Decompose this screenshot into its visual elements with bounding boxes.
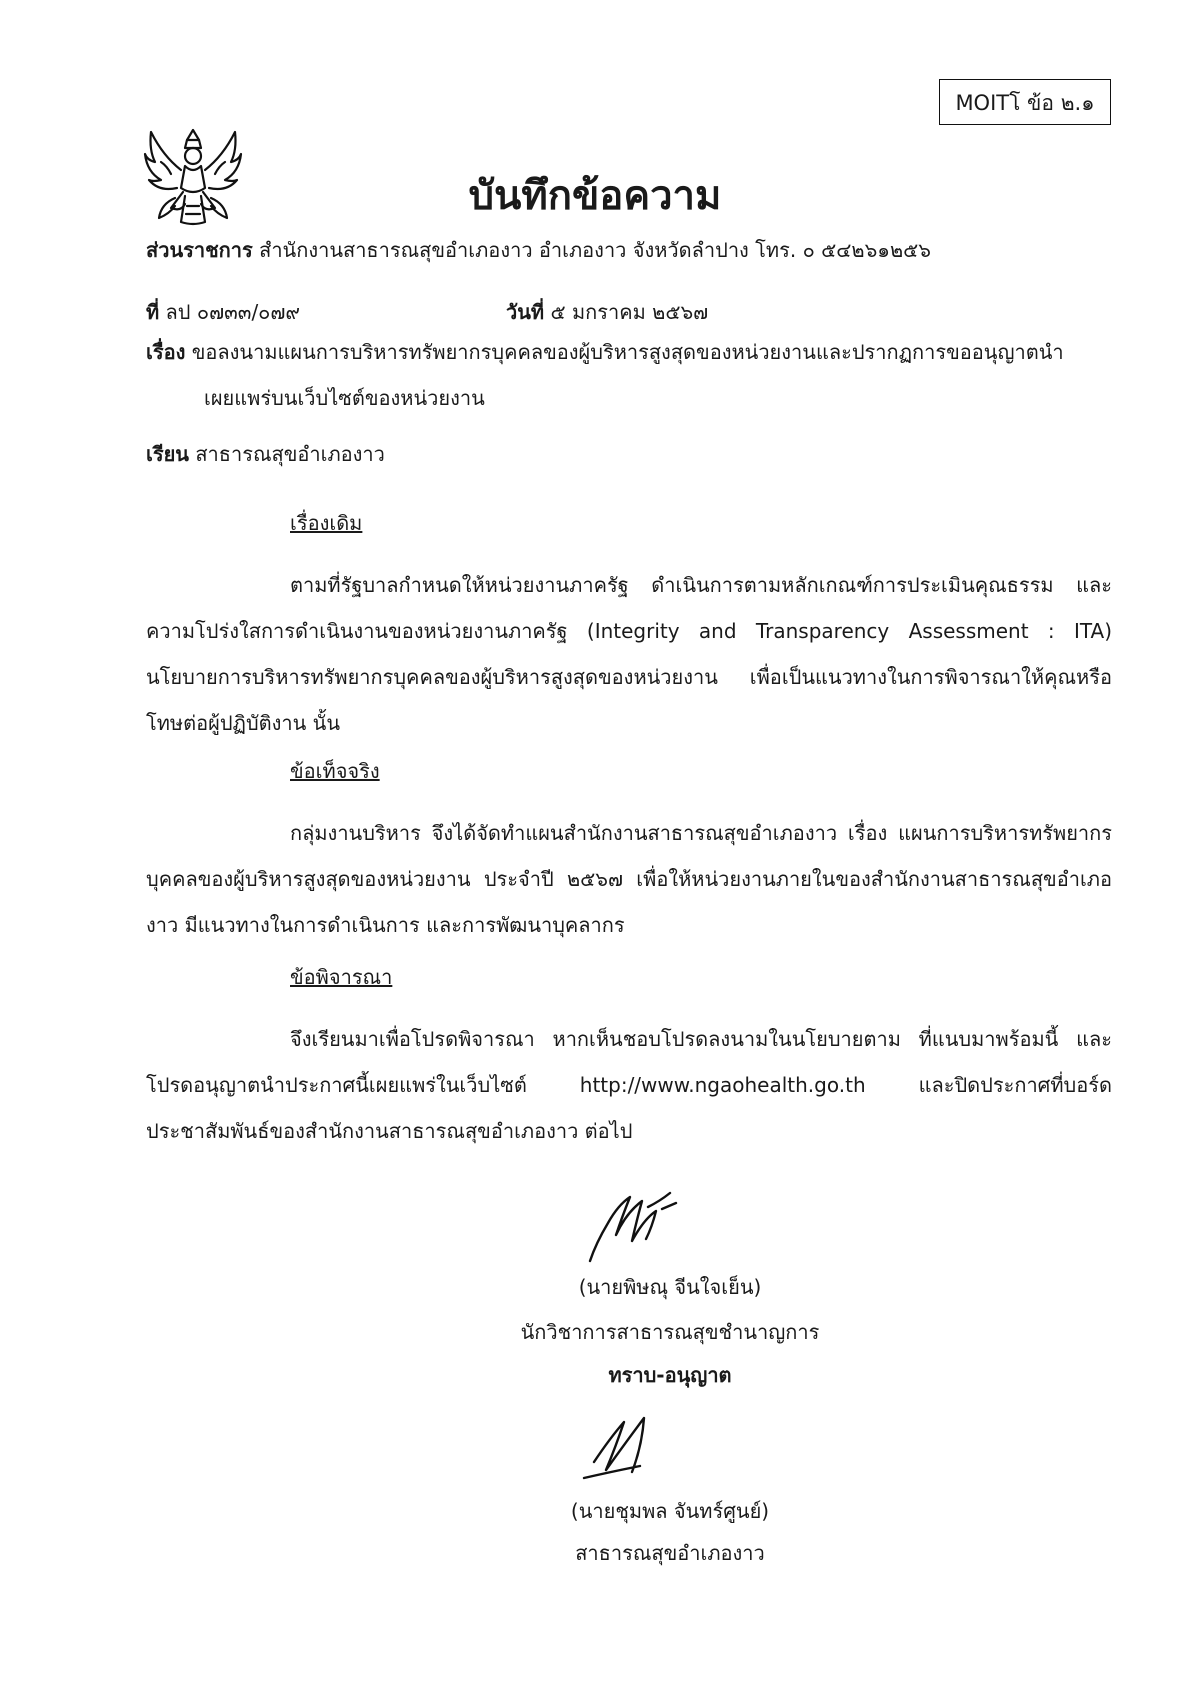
garuda-emblem-icon: [141, 126, 245, 228]
date-label: วันที่: [506, 300, 545, 324]
signer-1-position: นักวิชาการสาธารณสุขชำนาญการ: [520, 1320, 820, 1344]
subject-text-2: เผยแพร่บนเว็บไซต์ของหน่วยงาน: [204, 386, 485, 410]
addressee-label: เรียน: [146, 442, 189, 466]
signer-1-name: (นายพิษณุ จีนใจเย็น): [578, 1275, 762, 1299]
section-body-facts: [146, 810, 1112, 948]
signer-2-name: (นายชุมพล จันทร์ศูนย์): [570, 1499, 770, 1523]
date-value: ๕ มกราคม ๒๕๖๗: [550, 300, 709, 324]
agency-label: ส่วนราชการ: [146, 238, 253, 262]
reference-label: ที่: [146, 300, 160, 324]
background-paragraph: ตามที่รัฐบาลกำหนดให้หน่วยงานภาครัฐ ดำเนินการตามหลักเกณฑ์การประเมินคุณธรรม และความโปร่งใสการดำเนินงานของหน่วยงานภาครัฐ (Integrity and Transparency Assessment : ITA) นโยบายการบริหารทรัพยากรบุคคลของผู้บริหารสูงสุดของหน่วยงาน เพื่อเป็นแนวทางในการพิจารณาให้คุณหรือโทษต่อผู้ปฏิบัติงาน นั้น: [146, 573, 1112, 735]
agency-value: สำนักงานสาธารณสุขอำเภองาว อำเภองาว จังหวัดลำปาง โทร. ๐ ๕๔๒๖๑๒๕๖: [259, 238, 931, 262]
signature-1-icon: [586, 1183, 686, 1265]
date-line: [506, 297, 708, 327]
signature-2-icon: [580, 1412, 672, 1484]
reference-value: ลป ๐๗๓๓/๐๗๙: [165, 300, 301, 324]
section-heading-consideration: ข้อพิจารณา: [290, 965, 393, 989]
document-title: บันทึกข้อความ: [468, 173, 722, 219]
section-body-background: [146, 562, 1112, 746]
addressee-value: สาธารณสุขอำเภองาว: [195, 442, 385, 466]
reference-line: [146, 297, 300, 327]
section-heading-background: เรื่องเดิม: [290, 511, 363, 535]
signer-2-position: สาธารณสุขอำเภองาว: [575, 1541, 765, 1565]
facts-paragraph: กลุ่มงานบริหาร จึงได้จัดทำแผนสำนักงานสาธารณสุขอำเภองาว เรื่อง แผนการบริหารทรัพยากรบุคคลของผู้บริหารสูงสุดของหน่วยงาน ประจำปี ๒๕๖๗ เพื่อให้หน่วยงานภายในของสำนักงานสาธารณสุขอำเภองาว มีแนวทางในการดำเนินการ และการพัฒนาบุคลากร: [146, 821, 1112, 937]
addressee-line: [146, 439, 385, 469]
reference-code-box: MOITโ ข้อ ๒.๑: [939, 79, 1111, 125]
subject-text-1: ขอลงนามแผนการบริหารทรัพยากรบุคคลของผู้บริหารสูงสุดของหน่วยงานและปรากฏการขออนุญาตนำ: [191, 340, 1064, 364]
section-body-consideration: [146, 1016, 1112, 1154]
approval-text: ทราบ-อนุญาต: [608, 1363, 732, 1387]
consideration-paragraph: จึงเรียนมาเพื่อโปรดพิจารณา หากเห็นชอบโปรดลงนามในนโยบายตาม ที่แนบมาพร้อมนี้ และโปรดอนุญาตนำประกาศนี้เผยแพร่ในเว็บไซต์ http://www.ngaohealth.go.th และปิดประกาศที่บอร์ดประชาสัมพันธ์ของสำนักงานสาธารณสุขอำเภองาว ต่อไป: [146, 1027, 1112, 1143]
subject-label: เรื่อง: [146, 340, 186, 364]
section-heading-facts: ข้อเท็จจริง: [290, 759, 380, 783]
agency-line: [146, 235, 931, 265]
subject-line: [146, 337, 1064, 367]
